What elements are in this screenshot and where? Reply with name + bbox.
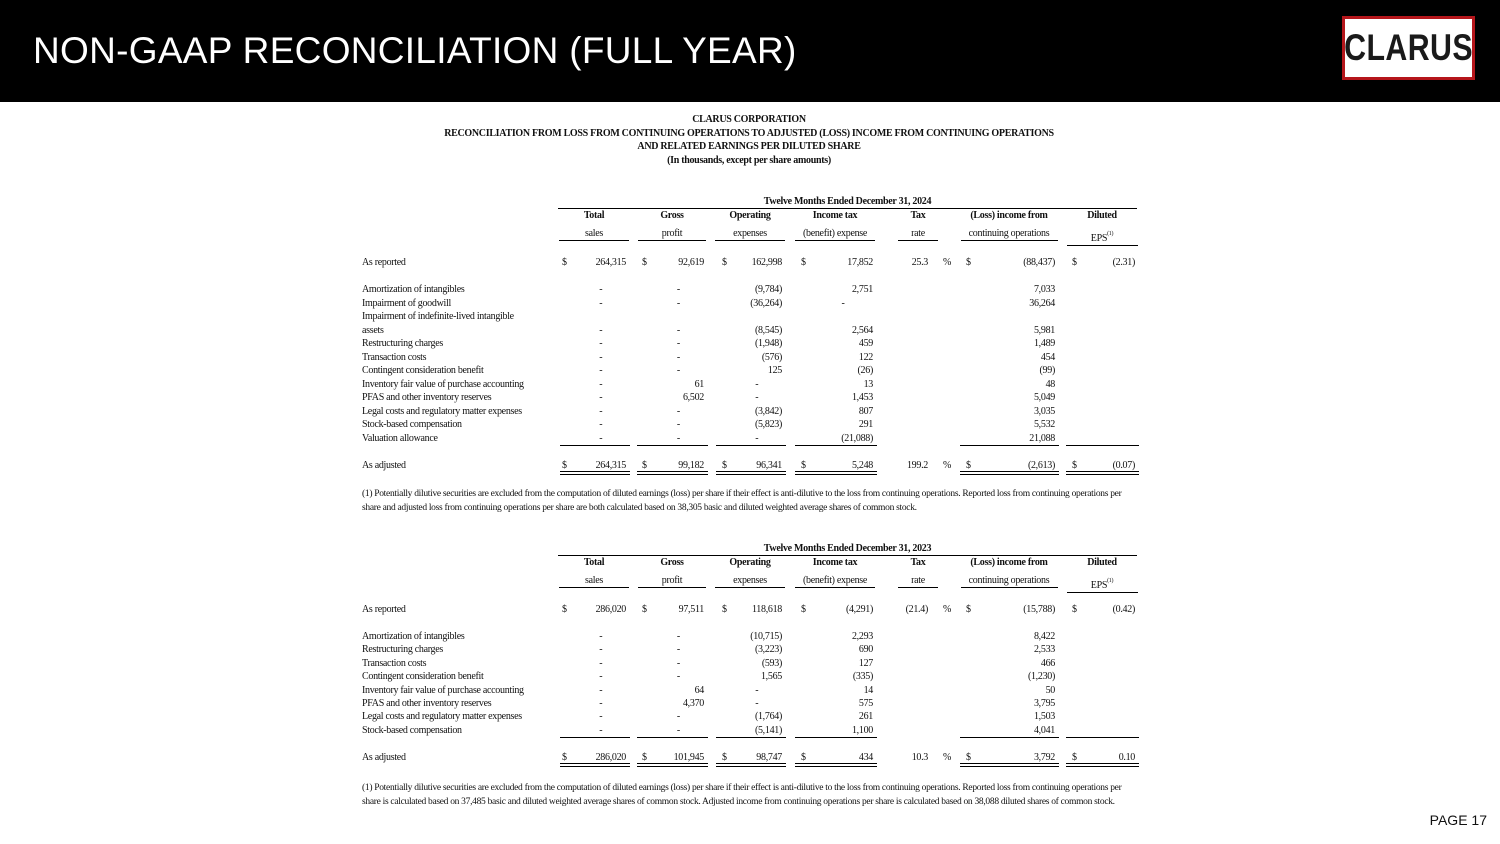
row-label: As adjusted	[362, 460, 406, 471]
row-label: Inventory fair value of purchase accounting	[362, 684, 524, 696]
row-label: Stock-based compensation	[362, 419, 462, 430]
cell-gross-profit: -	[676, 644, 680, 656]
cell-gross-profit: 99,182	[678, 460, 704, 471]
dollar-sign: $	[801, 752, 806, 764]
cell-operating-expenses: -	[755, 392, 759, 403]
dollar-sign: $	[966, 752, 971, 764]
cell-loss-income: (99)	[1039, 365, 1055, 376]
cell-total-sales: -	[599, 419, 603, 430]
subtotal-underline	[716, 737, 786, 738]
row-label: Amortization of intangibles	[362, 631, 465, 642]
cell-gross-profit: -	[676, 631, 680, 642]
percent-sign: %	[943, 604, 952, 615]
cell-operating-expenses: (3,223)	[754, 644, 782, 656]
cell-loss-income: 1,503	[1033, 711, 1055, 723]
column-header-top: Diluted	[1087, 557, 1117, 568]
cell-gross-profit: -	[676, 405, 680, 417]
column-header-bottom	[638, 228, 706, 241]
double-underline	[637, 471, 708, 475]
row-label: As reported	[362, 604, 406, 615]
cell-loss-income: 50	[1045, 684, 1055, 696]
cell-income-tax: 127	[858, 657, 873, 669]
column-header-bottom	[1067, 575, 1138, 593]
double-underline	[1066, 471, 1139, 475]
cell-total-sales: -	[599, 284, 603, 295]
cell-operating-expenses: 125	[767, 365, 782, 376]
cell-income-tax: 13	[863, 378, 873, 390]
dollar-sign: $	[1072, 460, 1077, 471]
cell-income-tax: (26)	[857, 365, 873, 376]
double-underline	[1066, 763, 1139, 767]
report-header	[360, 113, 1138, 167]
cell-gross-profit: -	[676, 432, 680, 444]
cell-income-tax: 434	[858, 752, 873, 764]
subtotal-underline	[960, 737, 1059, 738]
cell-gross-profit: 64	[694, 684, 704, 696]
cell-income-tax: 122	[858, 351, 873, 363]
cell-loss-income: 48	[1045, 378, 1055, 390]
slide-title: NON-GAAP RECONCILIATION (FULL YEAR)	[33, 30, 797, 71]
dollar-sign: $	[562, 460, 567, 471]
dollar-sign: $	[722, 460, 727, 471]
column-header-top: (Loss) income from	[970, 557, 1048, 568]
cell-total-sales: -	[599, 671, 603, 683]
cell-operating-expenses: (9,784)	[754, 284, 782, 295]
column-header-bottom	[961, 228, 1058, 241]
page-number: PAGE 17	[1429, 812, 1487, 828]
double-underline	[560, 471, 630, 475]
dollar-sign: $	[966, 460, 971, 471]
double-underline	[960, 763, 1059, 767]
cell-total-sales: -	[599, 365, 603, 376]
double-underline	[795, 763, 877, 767]
cell-total-sales: -	[599, 657, 603, 669]
cell-tax-rate: 10.3	[911, 752, 928, 764]
clarus-logo	[1342, 16, 1475, 80]
subtotal-underline	[637, 737, 708, 738]
subtotal-underline	[1066, 445, 1139, 446]
row-label: Restructuring charges	[362, 338, 443, 349]
units-note: (In thousands, except per share amounts)	[667, 154, 831, 166]
subtotal-underline	[1066, 737, 1139, 738]
row-label: Legal costs and regulatory matter expenses	[362, 405, 522, 417]
cell-income-tax: 807	[858, 405, 873, 417]
column-header-text: continuing operations	[968, 228, 1050, 239]
cell-gross-profit: 92,619	[678, 257, 704, 268]
cell-loss-income: 466	[1040, 657, 1055, 669]
cell-operating-expenses: -	[755, 378, 759, 390]
dollar-sign: $	[642, 752, 647, 764]
dollar-sign: $	[801, 257, 806, 268]
cell-income-tax: 459	[858, 338, 873, 349]
cell-loss-income: 4,041	[1033, 724, 1055, 736]
cell-loss-income: 3,792	[1033, 752, 1055, 764]
column-header-text: (benefit) expense	[802, 228, 868, 239]
cell-loss-income: 36,264	[1029, 297, 1055, 309]
cell-income-tax: 1,453	[851, 392, 873, 403]
column-header-text: EPS	[1090, 580, 1108, 591]
row-label: Restructuring charges	[362, 644, 443, 656]
double-underline	[960, 471, 1059, 475]
cell-total-sales: 264,315	[595, 257, 626, 268]
cell-gross-profit: -	[676, 351, 680, 363]
column-header-text: expenses	[733, 228, 767, 239]
dollar-sign: $	[801, 460, 806, 471]
footnote-marker: (1)	[1107, 578, 1114, 584]
subtotal-underline	[637, 445, 708, 446]
cell-income-tax: 5,248	[851, 460, 873, 471]
column-header-bottom	[898, 228, 938, 241]
row-label: Inventory fair value of purchase accounting	[362, 378, 524, 390]
cell-gross-profit: 97,511	[678, 604, 704, 615]
row-label: Contingent consideration benefit	[362, 671, 484, 683]
cell-operating-expenses: -	[755, 698, 759, 709]
period-header: Twelve Months Ended December 31, 2023	[558, 543, 1137, 556]
cell-income-tax: 575	[858, 698, 873, 709]
cell-gross-profit: -	[676, 657, 680, 669]
cell-loss-income: 3,795	[1033, 698, 1055, 709]
cell-operating-expenses: (3,842)	[754, 405, 782, 417]
dollar-sign: $	[1072, 604, 1077, 615]
dollar-sign: $	[1072, 257, 1077, 268]
column-header-top: Gross	[660, 557, 684, 568]
cell-operating-expenses: (8,545)	[754, 324, 782, 336]
row-label: PFAS and other inventory reserves	[362, 698, 492, 709]
cell-loss-income: 7,033	[1033, 284, 1055, 295]
cell-operating-expenses: -	[755, 684, 759, 696]
subtotal-underline	[560, 737, 630, 738]
cell-gross-profit: -	[676, 365, 680, 376]
row-label: Impairment of goodwill	[362, 297, 451, 309]
dollar-sign: $	[801, 604, 806, 615]
logo-text: CLARUS	[1344, 27, 1473, 68]
percent-sign: %	[943, 257, 952, 268]
cell-operating-expenses: (5,823)	[754, 419, 782, 430]
cell-loss-income: 1,489	[1033, 338, 1055, 349]
dollar-sign: $	[1072, 752, 1077, 764]
cell-gross-profit: -	[676, 284, 680, 295]
cell-income-tax: 2,751	[851, 284, 873, 295]
cell-gross-profit: -	[676, 338, 680, 349]
cell-total-sales: -	[599, 684, 603, 696]
subtotal-underline	[795, 737, 877, 738]
cell-loss-income: 8,422	[1033, 631, 1055, 642]
double-underline	[560, 763, 630, 767]
column-header-bottom	[715, 575, 785, 588]
double-underline	[716, 763, 786, 767]
cell-loss-income: (2,613)	[1027, 460, 1055, 471]
cell-operating-expenses: 98,747	[756, 752, 782, 764]
cell-operating-expenses: 162,998	[751, 257, 782, 268]
row-label: Valuation allowance	[362, 432, 438, 444]
cell-gross-profit: 101,945	[673, 752, 704, 764]
column-header-bottom	[961, 575, 1058, 588]
dollar-sign: $	[642, 257, 647, 268]
column-header-text: expenses	[733, 575, 767, 586]
dollar-sign: $	[722, 752, 727, 764]
row-label: Contingent consideration benefit	[362, 365, 484, 376]
column-header-text: EPS	[1090, 233, 1108, 244]
cell-total-sales: -	[599, 392, 603, 403]
cell-total-sales: -	[599, 405, 603, 417]
footnote: (1) Potentially dilutive securities are excluded from the computation of diluted earnings (loss) per share if their effect is anti-dilutive to the loss from continuing operations. Reported loss from continuing operations per share and adjusted loss from continuing operations per share are both calculated based on 38,305 basic and diluted weighted average shares of common stock.	[362, 489, 1122, 513]
report-subtitle: AND RELATED EARNINGS PER DILUTED SHARE	[637, 141, 861, 152]
cell-operating-expenses: (1,948)	[754, 338, 782, 349]
cell-tax-rate: 199.2	[906, 460, 928, 471]
column-header-bottom	[559, 575, 629, 588]
cell-operating-expenses: (5,141)	[754, 724, 782, 736]
row-label: As reported	[362, 257, 406, 268]
dollar-sign: $	[966, 604, 971, 615]
row-label: Transaction costs	[362, 351, 427, 363]
cell-total-sales: 264,315	[595, 460, 626, 471]
cell-gross-profit: -	[676, 324, 680, 336]
column-header-top: Income tax	[812, 210, 858, 221]
cell-total-sales: -	[599, 724, 603, 736]
cell-total-sales: -	[599, 711, 603, 723]
column-header-top: Diluted	[1087, 210, 1117, 221]
cell-income-tax: 1,100	[851, 724, 873, 736]
cell-operating-expenses: 1,565	[760, 671, 782, 683]
cell-income-tax: 261	[858, 711, 873, 723]
cell-income-tax: -	[841, 297, 845, 309]
cell-loss-income: 3,035	[1033, 405, 1055, 417]
cell-gross-profit: -	[676, 671, 680, 683]
double-underline	[795, 471, 877, 475]
column-header-top: Total	[583, 210, 605, 221]
period-header: Twelve Months Ended December 31, 2024	[558, 196, 1137, 209]
cell-income-tax: 690	[858, 644, 873, 656]
row-label: PFAS and other inventory reserves	[362, 392, 492, 403]
column-header-bottom	[795, 575, 875, 588]
cell-income-tax: (21,088)	[841, 432, 873, 444]
column-header-text: sales	[585, 228, 603, 239]
dollar-sign: $	[562, 257, 567, 268]
subtotal-underline	[716, 445, 786, 446]
cell-eps: 0.10	[1118, 752, 1135, 764]
cell-operating-expenses: 118,618	[751, 604, 782, 615]
dollar-sign: $	[966, 257, 971, 268]
column-header-bottom	[898, 575, 938, 588]
column-header-text: rate	[911, 575, 925, 586]
row-label: Stock-based compensation	[362, 724, 462, 736]
cell-total-sales: -	[599, 432, 603, 444]
company-name: CLARUS CORPORATION	[692, 114, 806, 125]
cell-total-sales: -	[599, 644, 603, 656]
cell-gross-profit: -	[676, 297, 680, 309]
column-header-text: continuing operations	[968, 575, 1050, 586]
cell-total-sales: 286,020	[595, 752, 626, 764]
report-title: RECONCILIATION FROM LOSS FROM CONTINUING OPERATIONS TO ADJUSTED (LOSS) INCOME FROM CONTINUING OPERATIONS	[444, 127, 1054, 139]
row-label: Amortization of intangibles	[362, 284, 465, 295]
column-header-text: profit	[661, 228, 683, 239]
cell-total-sales: -	[599, 297, 603, 309]
column-header-bottom	[559, 228, 629, 241]
row-label-continued: assets	[362, 324, 384, 336]
cell-eps: (2.31)	[1112, 257, 1135, 268]
cell-income-tax: 17,852	[847, 257, 873, 268]
cell-total-sales: -	[599, 324, 603, 336]
cell-loss-income: 5,981	[1033, 324, 1055, 336]
cell-income-tax: 14	[863, 684, 873, 696]
row-label: Transaction costs	[362, 657, 427, 669]
column-header-text: rate	[911, 228, 925, 239]
cell-income-tax: (4,291)	[845, 604, 873, 615]
cell-loss-income: 5,532	[1033, 419, 1055, 430]
cell-operating-expenses: (593)	[761, 657, 782, 669]
cell-total-sales: -	[599, 338, 603, 349]
cell-income-tax: 2,564	[851, 324, 873, 336]
cell-eps: (0.07)	[1112, 460, 1135, 471]
double-underline	[716, 471, 786, 475]
cell-loss-income: 21,088	[1029, 432, 1055, 444]
cell-tax-rate: (21.4)	[905, 604, 928, 615]
cell-gross-profit: -	[676, 419, 680, 430]
column-header-top: Income tax	[812, 557, 858, 568]
cell-total-sales: -	[599, 631, 603, 642]
cell-total-sales: -	[599, 351, 603, 363]
row-label: Legal costs and regulatory matter expenses	[362, 711, 522, 723]
cell-income-tax: 291	[858, 419, 873, 430]
cell-total-sales: -	[599, 698, 603, 709]
cell-operating-expenses: 96,341	[756, 460, 782, 471]
column-header-bottom	[795, 228, 875, 241]
dollar-sign: $	[562, 752, 567, 764]
column-header-text: profit	[661, 575, 683, 586]
dollar-sign: $	[562, 604, 567, 615]
dollar-sign: $	[642, 460, 647, 471]
percent-sign: %	[943, 752, 952, 764]
row-label: Impairment of indefinite-lived intangible	[362, 311, 514, 322]
column-header-top: Operating	[729, 210, 771, 221]
column-header-bottom	[715, 228, 785, 241]
footnote: (1) Potentially dilutive securities are excluded from the computation of diluted earnings (loss) per share if their effect is anti-dilutive to the loss from continuing operations. Reported loss from continuing operations per share is calculated based on 37,485 basic and diluted weighted average shares of common stock. Adjusted income from continuing operations per share is calculated based on 38,088 diluted shares of common stock.	[362, 783, 1122, 807]
cell-operating-expenses: (36,264)	[750, 297, 782, 309]
cell-gross-profit: -	[676, 724, 680, 736]
cell-gross-profit: 61	[694, 378, 704, 390]
dollar-sign: $	[722, 257, 727, 268]
column-header-top: Total	[583, 557, 605, 568]
cell-operating-expenses: (10,715)	[750, 631, 782, 642]
cell-operating-expenses: (576)	[761, 351, 782, 363]
column-header-top: (Loss) income from	[970, 210, 1048, 221]
column-header-top: Tax	[910, 557, 926, 568]
cell-operating-expenses: -	[755, 432, 759, 444]
cell-loss-income: (1,230)	[1027, 671, 1055, 683]
cell-eps: (0.42)	[1112, 604, 1135, 615]
column-header-top: Gross	[660, 210, 684, 221]
subtotal-underline	[560, 445, 630, 446]
cell-gross-profit: 4,370	[682, 698, 704, 709]
column-header-text: sales	[585, 575, 603, 586]
cell-gross-profit: 6,502	[682, 392, 704, 403]
cell-loss-income: 5,049	[1033, 392, 1055, 403]
cell-loss-income: 2,533	[1033, 644, 1055, 656]
cell-total-sales: -	[599, 378, 603, 390]
row-label: As adjusted	[362, 752, 406, 764]
column-header-top: Operating	[729, 557, 771, 568]
subtotal-underline	[960, 445, 1059, 446]
column-header-bottom	[1067, 228, 1138, 246]
cell-loss-income: (15,788)	[1023, 604, 1055, 615]
cell-loss-income: 454	[1040, 351, 1055, 363]
cell-total-sales: 286,020	[595, 604, 626, 615]
percent-sign: %	[943, 460, 952, 471]
footnote-marker: (1)	[1107, 231, 1114, 237]
cell-operating-expenses: (1,764)	[754, 711, 782, 723]
double-underline	[637, 763, 708, 767]
column-header-top: Tax	[910, 210, 926, 221]
cell-income-tax: (335)	[852, 671, 873, 683]
cell-tax-rate: 25.3	[911, 257, 928, 268]
cell-loss-income: (88,437)	[1023, 257, 1055, 268]
dollar-sign: $	[642, 604, 647, 615]
column-header-text: (benefit) expense	[802, 575, 868, 586]
subtotal-underline	[795, 445, 877, 446]
column-header-bottom	[638, 575, 706, 588]
cell-income-tax: 2,293	[851, 631, 873, 642]
dollar-sign: $	[722, 604, 727, 615]
cell-gross-profit: -	[676, 711, 680, 723]
